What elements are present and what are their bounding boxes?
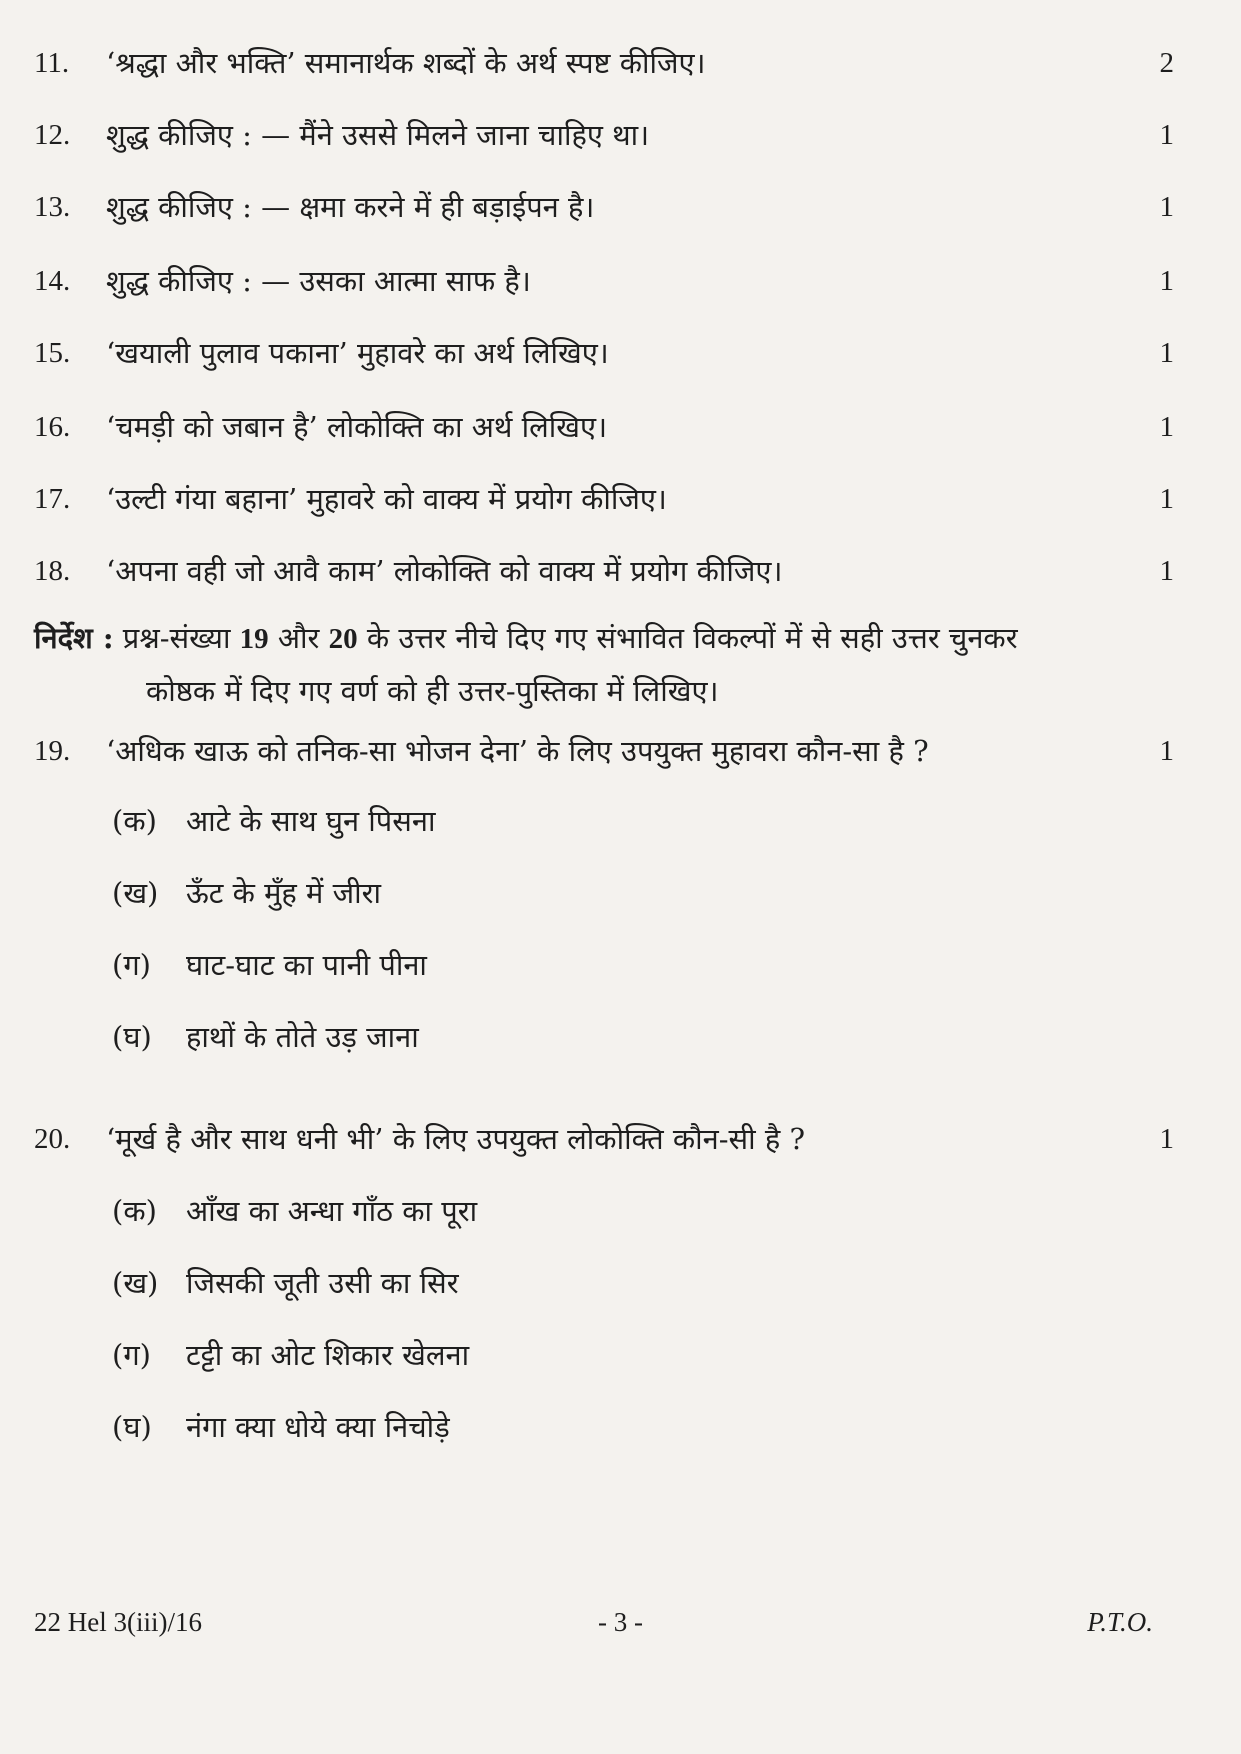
- option-item: [112, 1330, 469, 1380]
- option-item: [112, 940, 427, 990]
- option-label: (ख): [112, 876, 159, 910]
- question-number: 14.: [34, 265, 71, 297]
- question-14: [34, 256, 1174, 306]
- option-label: (घ): [112, 1410, 152, 1444]
- question-18: [34, 546, 1174, 596]
- question-text: ‘श्रद्धा और भक्ति’ समानार्थक शब्दों के अर्थ स्पष्ट कीजिए।: [106, 46, 706, 80]
- question-16: [34, 402, 1174, 452]
- question-17: [34, 474, 1174, 524]
- question-text: ‘अधिक खाऊ को तनिक-सा भोजन देना’ के लिए उपयुक्त मुहावरा कौन-सा है ?: [106, 734, 929, 768]
- option-item: [112, 1258, 459, 1308]
- option-text: हाथों के तोते उड़ जाना: [186, 1020, 419, 1054]
- option-label: (ख): [112, 1266, 159, 1300]
- option-text: जिसकी जूती उसी का सिर: [186, 1266, 459, 1300]
- option-label: (घ): [112, 1020, 152, 1054]
- question-number: 11.: [34, 47, 70, 79]
- instruction-label: निर्देश :: [34, 621, 114, 655]
- question-20: [34, 1114, 1174, 1164]
- option-label: (क): [112, 1194, 157, 1228]
- instruction-line-2: कोष्ठक में दिए गए वर्ण को ही उत्तर-पुस्तिका में लिखिए।: [146, 674, 719, 708]
- question-text: ‘उल्टी गंया बहाना’ मुहावरे को वाक्य में प्रयोग कीजिए।: [106, 482, 667, 516]
- question-marks: 1: [1159, 483, 1174, 515]
- question-marks: 1: [1159, 119, 1174, 151]
- question-number: 16.: [34, 411, 71, 443]
- question-text: ‘मूर्ख है और साथ धनी भी’ के लिए उपयुक्त लोकोक्ति कौन-सी है ?: [106, 1122, 806, 1156]
- question-13: [34, 182, 1174, 232]
- option-text: आटे के साथ घुन पिसना: [186, 804, 436, 838]
- option-text: नंगा क्या धोये क्या निचोड़े: [186, 1410, 450, 1444]
- question-text: ‘चमड़ी को जबान है’ लोकोक्ति का अर्थ लिखिए।: [106, 410, 608, 444]
- instruction-text-c: के उत्तर नीचे दिए गए संभावित विकल्पों में से सही उत्तर चुनकर: [366, 621, 1018, 655]
- please-turn-over: P.T.O.: [1087, 1607, 1153, 1637]
- option-item: [112, 1402, 450, 1452]
- option-item: [112, 1186, 477, 1236]
- question-marks: 1: [1159, 735, 1174, 767]
- question-marks: 1: [1159, 555, 1174, 587]
- option-text: टट्टी का ओट शिकार खेलना: [186, 1338, 470, 1372]
- question-number: 20.: [34, 1123, 71, 1155]
- question-text: शुद्ध कीजिए : — उसका आत्मा साफ है।: [106, 264, 531, 298]
- instruction-number-b: 20: [328, 623, 358, 655]
- page-number: - 3 -: [598, 1607, 643, 1637]
- instruction-line-1: [34, 612, 1174, 665]
- question-marks: 1: [1159, 191, 1174, 223]
- option-item: [112, 1012, 419, 1062]
- option-text: आँख का अन्धा गाँठ का पूरा: [186, 1194, 478, 1228]
- question-text: शुद्ध कीजिए : — क्षमा करने में ही बड़ाईपन है।: [106, 190, 595, 224]
- question-number: 13.: [34, 191, 71, 223]
- question-text: शुद्ध कीजिए : — मैंने उससे मिलने जाना चाहिए था।: [106, 118, 650, 152]
- instruction-text-b: और: [277, 621, 320, 655]
- question-marks: 1: [1159, 265, 1174, 297]
- option-label: (ग): [112, 1338, 151, 1372]
- question-19: [34, 726, 1174, 776]
- question-number: 18.: [34, 555, 71, 587]
- option-label: (ग): [112, 948, 151, 982]
- question-11: [34, 38, 1174, 88]
- option-item: [112, 868, 381, 918]
- question-number: 19.: [34, 735, 71, 767]
- question-marks: 1: [1159, 1123, 1174, 1155]
- question-marks: 1: [1159, 411, 1174, 443]
- question-number: 12.: [34, 119, 71, 151]
- option-item: [112, 796, 435, 846]
- question-text: ‘अपना वही जो आवै काम’ लोकोक्ति को वाक्य में प्रयोग कीजिए।: [106, 554, 783, 588]
- question-number: 17.: [34, 483, 71, 515]
- instruction-block: [34, 612, 1174, 717]
- question-marks: 2: [1159, 47, 1174, 79]
- question-number: 15.: [34, 337, 71, 369]
- paper-code: 22 Hel 3(iii)/16: [34, 1607, 202, 1637]
- question-marks: 1: [1159, 337, 1174, 369]
- instruction-text-a: प्रश्न-संख्या: [122, 621, 231, 655]
- question-12: [34, 110, 1174, 160]
- question-text: ‘खयाली पुलाव पकाना’ मुहावरे का अर्थ लिखिए।: [106, 336, 609, 370]
- option-label: (क): [112, 804, 157, 838]
- option-text: घाट-घाट का पानी पीना: [186, 948, 427, 982]
- question-15: [34, 328, 1174, 378]
- instruction-number-a: 19: [239, 623, 269, 655]
- option-text: ऊँट के मुँह में जीरा: [186, 876, 382, 910]
